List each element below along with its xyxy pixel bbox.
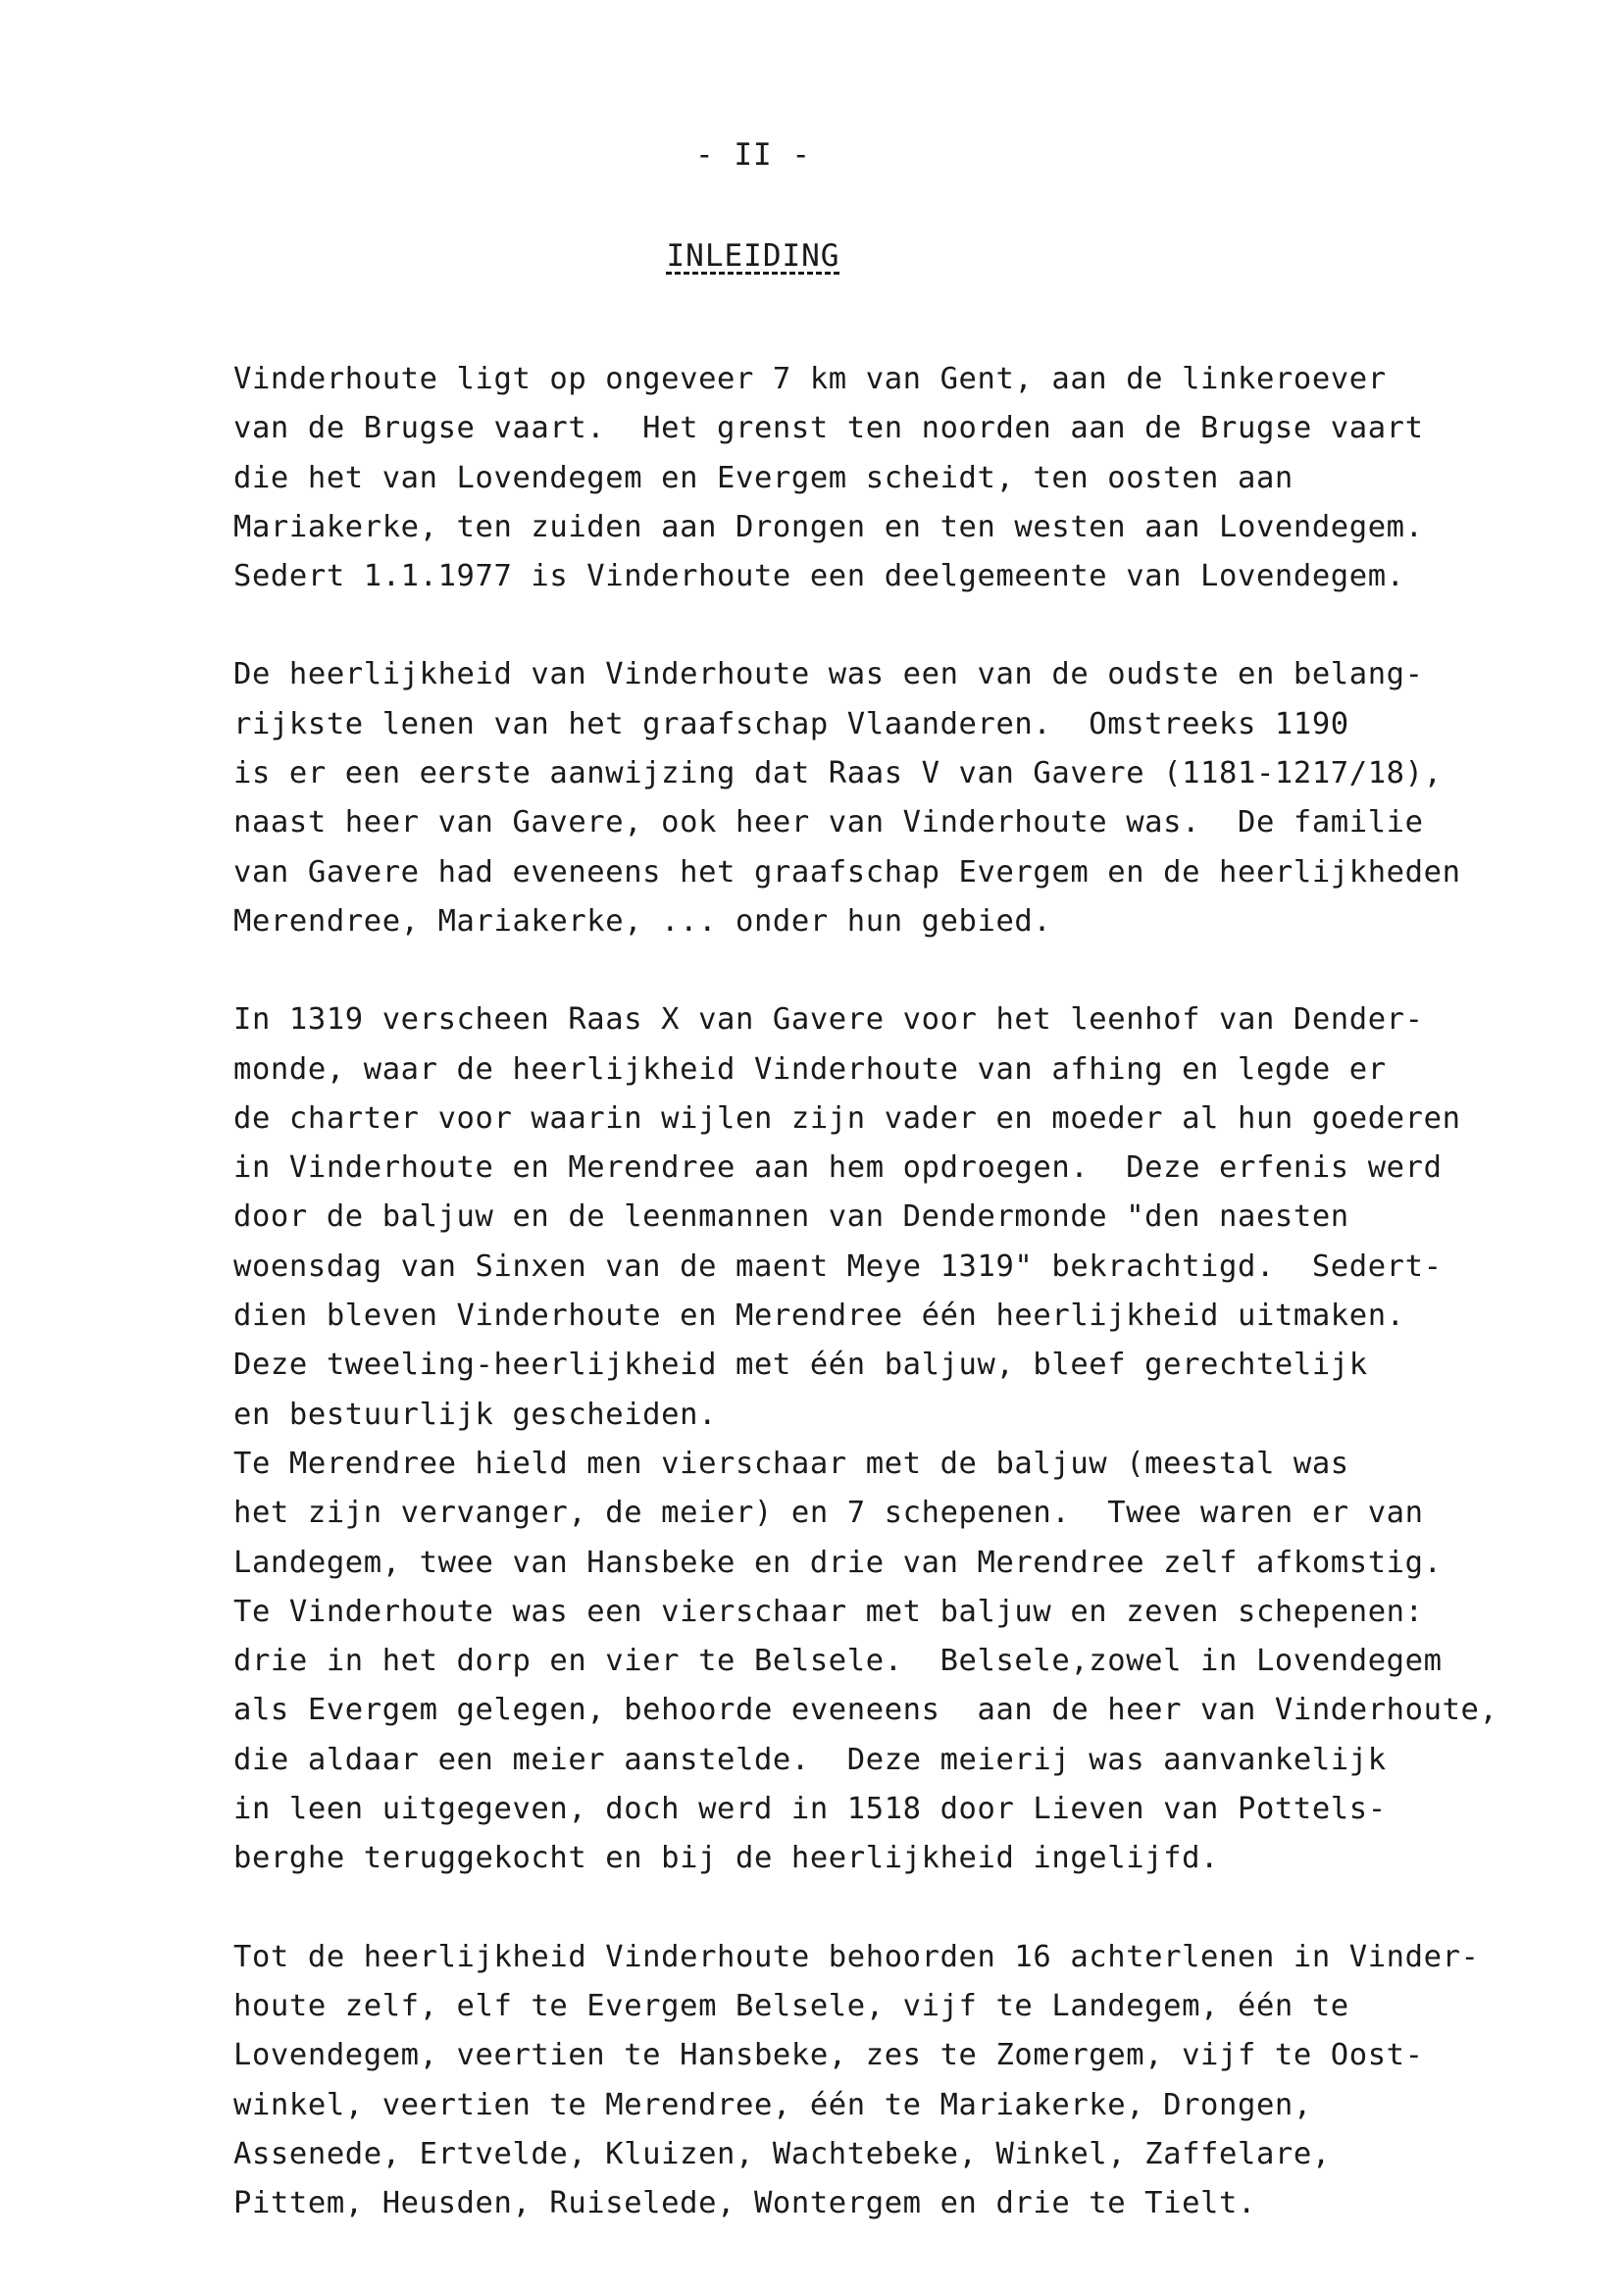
text-line: De heerlijkheid van Vinderhoute was een van de oudste en belang- xyxy=(233,657,1424,692)
text-line: het zijn vervanger, de meier) en 7 schepenen. Twee waren er van xyxy=(233,1496,1424,1531)
paragraph xyxy=(233,1933,1548,2229)
text-line: houte zelf, elf te Evergem Belsele, vijf te Landegem, één te xyxy=(233,1988,1349,2023)
text-line: in leen uitgegeven, doch werd in 1518 door Lieven van Pottels- xyxy=(233,1792,1387,1827)
text-line: is er een eerste aanwijzing dat Raas V van Gavere (1181-1217/18), xyxy=(233,756,1443,791)
text-line: berghe teruggekocht en bij de heerlijkheid ingelijfd. xyxy=(233,1841,1220,1876)
text-line: rijkste lenen van het graafschap Vlaanderen. Omstreeks 1190 xyxy=(233,706,1349,741)
text-line: Vinderhoute ligt op ongeveer 7 km van Gent, aan de linkeroever xyxy=(233,362,1387,396)
text-line: winkel, veertien te Merendree, één te Mariakerke, Drongen, xyxy=(233,2087,1312,2122)
text-line: Sedert 1.1.1977 is Vinderhoute een deelgemeente van Lovendegem. xyxy=(233,559,1405,594)
text-line: dien bleven Vinderhoute en Merendree één heerlijkheid uitmaken. xyxy=(233,1298,1405,1334)
text-line: naast heer van Gavere, ook heer van Vinderhoute was. De familie xyxy=(233,805,1424,840)
text-line: en bestuurlijk gescheiden. xyxy=(233,1397,718,1432)
text-line: Pittem, Heusden, Ruiselede, Wontergem en drie te Tielt. xyxy=(233,2186,1256,2221)
text-line: woensdag van Sinxen van de maent Meye 1319" bekrachtigd. Sedert- xyxy=(233,1248,1443,1284)
text-line: die aldaar een meier aanstelde. Deze meierij was aanvankelijk xyxy=(233,1742,1387,1777)
text-line: Te Merendree hield men vierschaar met de baljuw (meestal was xyxy=(233,1446,1349,1481)
text-line: door de baljuw en de leenmannen van Dendermonde "den naesten xyxy=(233,1199,1349,1235)
paragraph xyxy=(233,355,1548,601)
page-number: - II - xyxy=(695,137,811,173)
text-line: Merendree, Mariakerke, ... onder hun gebied. xyxy=(233,903,1052,939)
text-line: Deze tweeling-heerlijkheid met één baljuw, bleef gerechtelijk xyxy=(233,1348,1368,1383)
text-line: Mariakerke, ten zuiden aan Drongen en ten westen aan Lovendegem. xyxy=(233,509,1424,544)
paragraph xyxy=(233,995,1548,1883)
text-line: in Vinderhoute en Merendree aan hem opdroegen. Deze erfenis werd xyxy=(233,1150,1443,1186)
text-line: Landegem, twee van Hansbeke en drie van Merendree zelf afkomstig. xyxy=(233,1545,1443,1580)
text-line: Lovendegem, veertien te Hansbeke, zes te Zomergem, vijf te Oost- xyxy=(233,2038,1424,2073)
body-text xyxy=(233,355,1548,2228)
text-line: van Gavere had eveneens het graafschap Evergem en de heerlijkheden xyxy=(233,854,1461,890)
text-line: die het van Lovendegem en Evergem scheidt, ten oosten aan xyxy=(233,460,1294,495)
text-line: de charter voor waarin wijlen zijn vader en moeder al hun goederen xyxy=(233,1100,1461,1136)
text-line: monde, waar de heerlijkheid Vinderhoute van afhing en legde er xyxy=(233,1051,1387,1087)
page-title: INLEIDING xyxy=(666,238,840,274)
text-line: Te Vinderhoute was een vierschaar met baljuw en zeven schepenen: xyxy=(233,1594,1424,1629)
text-line: drie in het dorp en vier te Belsele. Belsele,zowel in Lovendegem xyxy=(233,1644,1443,1679)
text-line: als Evergem gelegen, behoorde eveneens aan de heer van Vinderhoute, xyxy=(233,1693,1498,1728)
text-line: van de Brugse vaart. Het grenst ten noorden aan de Brugse vaart xyxy=(233,411,1424,446)
text-line: Assenede, Ertvelde, Kluizen, Wachtebeke, Winkel, Zaffelare, xyxy=(233,2136,1331,2171)
text-line: In 1319 verscheen Raas X van Gavere voor het leenhof van Dender- xyxy=(233,1002,1424,1038)
paragraph xyxy=(233,650,1548,946)
text-line: Tot de heerlijkheid Vinderhoute behoorden 16 achterlenen in Vinder- xyxy=(233,1939,1480,1974)
